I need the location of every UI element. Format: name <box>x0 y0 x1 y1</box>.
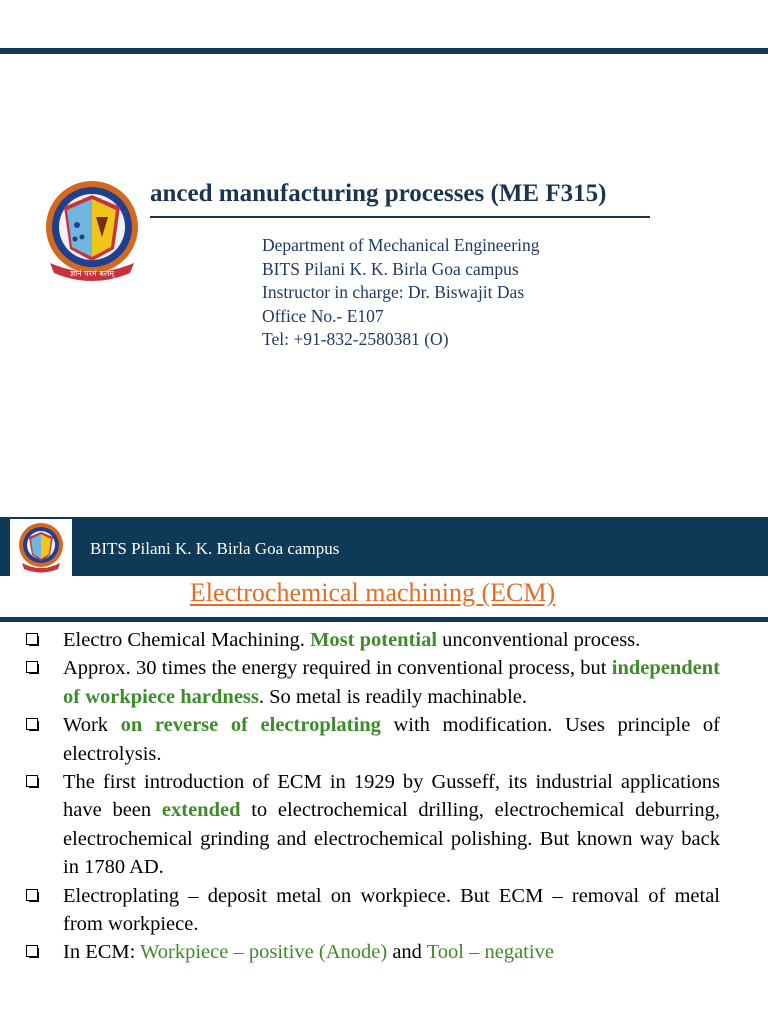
svg-text:ज्ञानं परमं बलम्: ज्ञानं परमं बलम् <box>69 269 115 278</box>
header-campus-text: BITS Pilani K. K. Birla Goa campus <box>90 539 340 558</box>
list-item: Electro Chemical Machining. Most potential unconventional process. <box>26 626 720 654</box>
list-item: Work on reverse of electroplating with modification. Uses principle of electrolysis. <box>26 711 720 768</box>
list-item: Approx. 30 times the energy required in conventional process, but independent of workpiece hardness. So metal is readily machinable. <box>26 654 720 711</box>
top-rule <box>0 48 768 54</box>
info-campus: BITS Pilani K. K. Birla Goa campus <box>262 258 519 279</box>
list-item: Electroplating – deposit metal on workpiece. But ECM – removal of metal from workpiece. <box>26 882 720 939</box>
ecm-title: Electrochemical machining (ECM) <box>189 578 556 607</box>
info-department: Department of Mechanical Engineering <box>262 235 540 255</box>
bits-logo-small-icon <box>14 521 68 574</box>
title-underline <box>150 216 650 218</box>
course-title: anced manufacturing processes (ME F315) <box>150 180 607 207</box>
header-bottom-rule <box>0 617 768 622</box>
info-office: Office No.- E107 <box>262 305 384 326</box>
list-item: In ECM: Workpiece – positive (Anode) and Tool – negative <box>26 938 720 966</box>
checkbox-bullet-icon <box>26 633 38 645</box>
info-instructor: Instructor in charge: Dr. Biswajit Das <box>262 282 525 302</box>
checkbox-bullet-icon <box>26 718 38 730</box>
course-info <box>262 234 539 352</box>
checkbox-bullet-icon <box>26 661 38 673</box>
bits-logo-icon <box>30 177 154 287</box>
checkbox-bullet-icon <box>26 945 38 957</box>
bullet-list <box>26 626 720 967</box>
checkbox-bullet-icon <box>26 775 38 787</box>
checkbox-bullet-icon <box>26 889 38 901</box>
info-tel: Tel: +91-832-2580381 (O) <box>262 329 449 349</box>
list-item: The first introduction of ECM in 1929 by Gusseff, its industrial applications have been extended to electrochemical drilling, electrochemical deburring, electrochemical grinding and electrochemical polishing. But known way back in 1780 AD. <box>26 768 720 882</box>
